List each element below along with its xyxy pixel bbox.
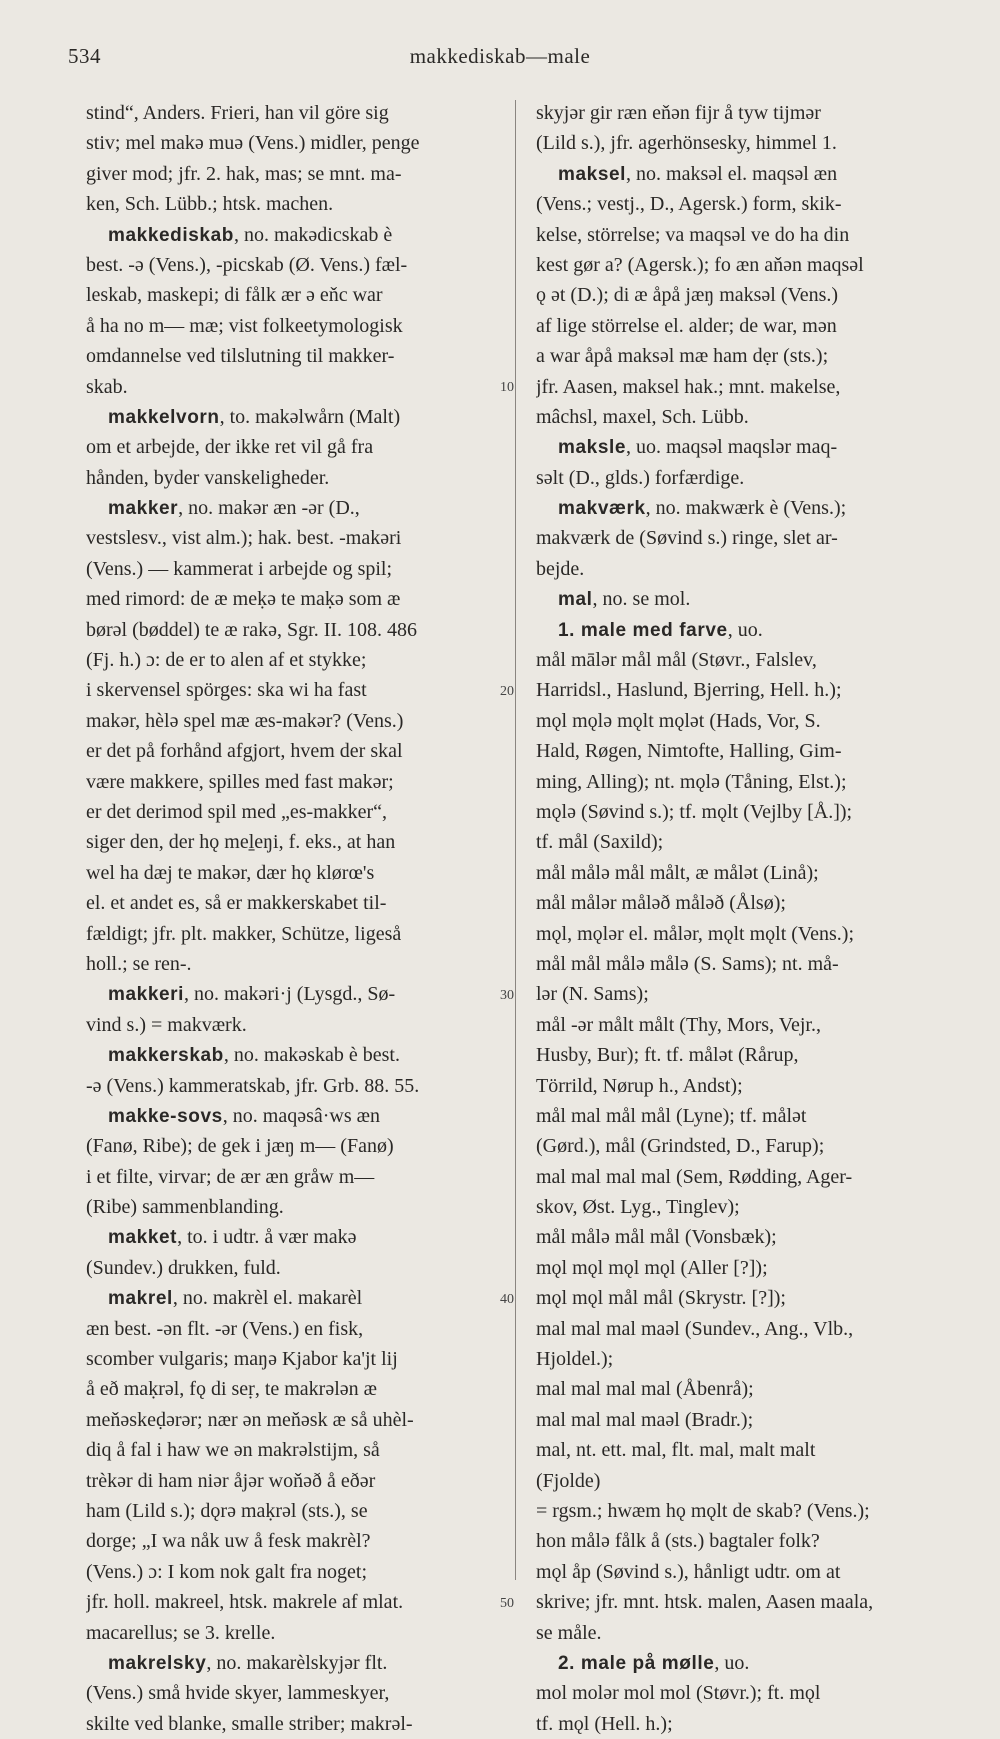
headword: makrel (108, 1288, 173, 1310)
page-number: 534 (68, 44, 101, 68)
text-line: æn best. -ən flt. -ər (Vens.) en fisk, (86, 1317, 364, 1340)
text-line: se måle. (536, 1621, 602, 1644)
text-line: tf. mål (Saxild); (536, 831, 664, 854)
line-number: 20 (500, 683, 514, 699)
text-line (86, 1040, 504, 1070)
text-line: (Vens.; vestj., D., Agersk.) form, skik- (536, 193, 842, 216)
headword: maksel (558, 163, 627, 185)
text-line (86, 220, 504, 250)
text-line: mål mālər mål mål (Støvr., Falslev, (536, 649, 817, 672)
text-line: (Vens.) ɔ: I kom nok galt fra noget; (86, 1560, 368, 1583)
headword: makrelsky (108, 1652, 207, 1674)
text-line (86, 493, 504, 523)
text-line: er det på forhånd afgjort, hvem der skal (86, 740, 403, 763)
text-line: stiv; mel makə muə (Vens.) midler, penge (86, 132, 420, 155)
entry-text: , to. i udtr. å vær makə (177, 1226, 357, 1249)
text-line: mål målə mål målt, æ målət (Linå); (536, 861, 819, 884)
entry-text: , no. makarèlskyjər flt. (206, 1651, 388, 1674)
text-line: makər, hèlə spel mæ æs-makər? (Vens.) (86, 709, 404, 732)
text-line: mal mal mal mal (Sem, Rødding, Ager- (536, 1165, 853, 1188)
text-line: dorge; „I wa nåk uw å fesk makrèl? (86, 1530, 371, 1553)
line-number: 10 (500, 379, 514, 395)
text-line: mǫl åp (Søvind s.), hånligt udtr. om at (536, 1560, 841, 1583)
text-line: mol molər mol mol (Støvr.); ft. mǫl (536, 1682, 821, 1705)
text-line: (Fj. h.) ɔ: de er to alen af et stykke; (86, 649, 367, 672)
text-line: bejde. (536, 557, 585, 580)
text-line: jfr. Aasen, maksel hak.; mnt. makelse, (536, 375, 841, 398)
text-line: giver mod; jfr. 2. hak, mas; se mnt. ma- (86, 162, 402, 185)
text-line: å eð maḳrəl, fǫ di seṛ, te makrələn æ (86, 1378, 377, 1401)
entry-text: , uo. (714, 1651, 750, 1674)
text-line: meňəskeḍərər; nær ən meňəsk æ så uhèl- (86, 1408, 414, 1431)
text-line: a war åpå maksəl mæ ham dẹr (sts.); (536, 345, 829, 368)
text-line: = rgsm.; hwæm hǫ mǫlt de skab? (Vens.); (536, 1499, 870, 1522)
text-line: ǫ ət (D.); di æ åpå jæŋ maksəl (Vens.) (536, 284, 839, 307)
text-line: (Lild s.), jfr. agerhönsesky, himmel 1. (536, 132, 837, 155)
text-line: makværk de (Søvind s.) ringe, slet ar- (536, 527, 838, 550)
text-line: mål målər måləð måləð (Ålsø); (536, 892, 786, 915)
text-line: i skervensel spörges: ska wi ha fast (86, 679, 367, 702)
text-line (536, 584, 958, 614)
column-divider (515, 100, 516, 1580)
entry-text: , no. makəskab è best. (223, 1044, 400, 1067)
text-line (86, 1222, 504, 1252)
text-line: holl.; se ren-. (86, 952, 192, 975)
text-line: mǫl mǫlə mǫlt mǫlət (Hads, Vor, S. (536, 709, 821, 732)
text-line: mǫl, mǫlər el. målər, mǫlt mǫlt (Vens.); (536, 922, 855, 945)
right-column (536, 98, 958, 1739)
text-line: ming, Alling); nt. mǫlə (Tåning, Elst.); (536, 770, 847, 793)
line-number: 40 (500, 1291, 514, 1307)
text-line: diq å fal i haw we ən makrəlstijm, så (86, 1439, 380, 1462)
text-line: (Gørd.), mål (Grindsted, D., Farup); (536, 1135, 825, 1158)
text-line: el. et andet es, så er makkerskabet til- (86, 892, 387, 915)
text-line: vestslesv., vist alm.); hak. best. -makəri (86, 527, 402, 550)
text-line: i et filte, virvar; de ær æn gråw m— (86, 1165, 375, 1188)
text-line: Harridsl., Haslund, Bjerring, Hell. h.); (536, 679, 842, 702)
text-line: mal mal mal maəl (Bradr.); (536, 1408, 754, 1431)
entry-text: , uo. maqsəl maqslər maq- (626, 436, 838, 459)
text-line: mal mal mal mal (Åbenrå); (536, 1378, 754, 1401)
text-line (86, 1648, 504, 1678)
headword: mal (558, 589, 593, 611)
entry-text: , no. makwærk è (Vens.); (645, 497, 847, 520)
text-line: mǫl mǫl mǫl mǫl (Aller [?]); (536, 1256, 768, 1279)
text-line: være makkere, spilles med fast makər; (86, 770, 394, 793)
text-line: skab. (86, 375, 128, 398)
text-line: jfr. holl. makreel, htsk. makrele af mlat. (86, 1591, 404, 1614)
text-line: (Vens.) — kammerat i arbejde og spil; (86, 557, 393, 580)
text-line (86, 1101, 504, 1131)
text-line: Hjoldel.); (536, 1348, 614, 1371)
text-line: (Fjolde) (536, 1469, 601, 1492)
text-line: skov, Øst. Lyg., Tinglev); (536, 1196, 740, 1219)
entry-text: , no. makəri·j (Lysgd., Sø- (184, 983, 396, 1006)
text-line: fældigt; jfr. plt. makker, Schütze, ligeså (86, 922, 402, 945)
text-line: (Sundev.) drukken, fuld. (86, 1256, 281, 1279)
text-line: wel ha dæj te makər, dær hǫ klørœ's (86, 861, 375, 884)
text-line: Törrild, Nørup h., Andst); (536, 1074, 743, 1097)
text-line: med rimord: de æ meḳə te maḳə som æ (86, 588, 401, 611)
text-line: ken, Sch. Lübb.; htsk. machen. (86, 193, 334, 216)
text-line (86, 402, 504, 432)
headword: makkerskab (108, 1045, 224, 1067)
headword: makkeri (108, 984, 185, 1006)
text-line: -ə (Vens.) kammeratskab, jfr. Grb. 88. 55. (86, 1074, 420, 1097)
text-line: mǫlə (Søvind s.); tf. mǫlt (Vejlby [Å.]); (536, 800, 853, 823)
text-line: mål mål målə målə (S. Sams); nt. må- (536, 952, 839, 975)
text-line: skrive; jfr. mnt. htsk. malen, Aasen maala, (536, 1591, 874, 1614)
text-line: vind s.) = makværk. (86, 1013, 247, 1036)
left-column (86, 98, 504, 1739)
text-line: (Fanø, Ribe); de gek i jæŋ m— (Fanø) (86, 1135, 394, 1158)
text-line: kelse, störrelse; va maqsəl ve do ha din (536, 223, 850, 246)
text-line: (Vens.) små hvide skyer, lammeskyer, (86, 1682, 390, 1705)
text-line: leskab, maskepi; di fålk ær ə eňc war (86, 284, 383, 307)
headword: makkediskab (108, 224, 234, 246)
text-line: siger den, der hǫ meḻeŋi, f. eks., at han (86, 831, 396, 854)
text-line: hånden, byder vanskeligheder. (86, 466, 330, 489)
headword: 2. male på mølle (558, 1652, 715, 1674)
text-line: lər (N. Sams); (536, 983, 649, 1006)
text-line: mal, nt. ett. mal, flt. mal, malt malt (536, 1439, 816, 1462)
headword: makke-sovs (108, 1105, 223, 1127)
text-line (536, 1648, 958, 1678)
text-line: stind“, Anders. Frieri, han vil göre sig (86, 102, 389, 124)
entry-text: , no. maksəl el. maqsəl æn (626, 162, 838, 185)
headword: makkelvorn (108, 406, 220, 428)
text-line: skyjər gir ræn eňən fijr å tyw tijmər (536, 102, 821, 124)
text-line (536, 159, 958, 189)
text-line (536, 432, 958, 462)
text-line: Hald, Røgen, Nimtofte, Halling, Gim- (536, 740, 842, 763)
text-line: af lige störrelse el. alder; de war, mən (536, 314, 837, 337)
text-line: om et arbejde, der ikke ret vil gå fra (86, 436, 374, 459)
entry-text: , no. makrèl el. makarèl (172, 1287, 363, 1310)
text-line: ham (Lild s.); dǫrə maḳrəl (sts.), se (86, 1499, 368, 1522)
text-line: skilte ved blanke, smalle striber; makrəl- (86, 1712, 413, 1735)
text-line: (Ribe) sammenblanding. (86, 1196, 284, 1219)
text-line: macarellus; se 3. krelle. (86, 1621, 276, 1644)
text-line: best. -ə (Vens.), -picskab (Ø. Vens.) fæl- (86, 253, 408, 276)
headword: makket (108, 1227, 178, 1249)
text-line: å ha no m— mæ; vist folkeetymologisk (86, 314, 403, 337)
entry-text: , uo. (727, 618, 763, 641)
headword: makværk (558, 498, 646, 520)
text-line (86, 979, 504, 1009)
headword: makker (108, 498, 179, 520)
text-line: mål mal mål mål (Lyne); tf. målət (536, 1104, 807, 1127)
entry-text: , no. makər æn -ər (D., (178, 497, 360, 520)
headword: 1. male med farve (558, 619, 728, 641)
text-line: børəl (bøddel) te æ rakə, Sgr. II. 108. 486 (86, 618, 418, 641)
text-line: omdannelse ved tilslutning til makker- (86, 345, 395, 368)
text-line (536, 493, 958, 523)
text-line: Husby, Bur); ft. tf. målət (Rårup, (536, 1044, 799, 1067)
entry-text: , no. se mol. (592, 588, 691, 611)
running-title: makkediskab—male (409, 44, 591, 68)
text-line: scomber vulgaris; maŋə Kjabor ka'jt lij (86, 1348, 398, 1371)
text-line (86, 1283, 504, 1313)
entry-text: , to. makəlwårn (Malt) (219, 405, 401, 428)
text-line: mal mal mal maəl (Sundev., Ang., Vlb., (536, 1317, 854, 1340)
text-line: hon målə fålk å (sts.) bagtaler folk? (536, 1530, 820, 1553)
line-number: 50 (500, 1595, 514, 1611)
text-line: səlt (D., glds.) forfærdige. (536, 466, 745, 489)
text-line: mål -ər målt målt (Thy, Mors, Vejr., (536, 1013, 821, 1036)
text-line: mål målə mål mål (Vonsbæk); (536, 1226, 777, 1249)
text-line: trèkər di ham niər åjər woňəð å eðər (86, 1469, 376, 1492)
text-line (536, 615, 958, 645)
entry-text: , no. makədicskab è (233, 223, 393, 246)
page-header (0, 44, 1000, 74)
text-line: mâchsl, maxel, Sch. Lübb. (536, 405, 749, 428)
line-number: 30 (500, 987, 514, 1003)
text-line: tf. mǫl (Hell. h.); (536, 1712, 673, 1735)
entry-text: , no. maqəsâ·ws æn (222, 1104, 380, 1127)
text-line: kest gør a? (Agersk.); fo æn aňən maqsəl (536, 253, 864, 276)
headword: maksle (558, 437, 627, 459)
text-line: er det derimod spil med „es-makker“, (86, 800, 387, 823)
text-line: mǫl mǫl mål mål (Skrystr. [?]); (536, 1287, 786, 1310)
